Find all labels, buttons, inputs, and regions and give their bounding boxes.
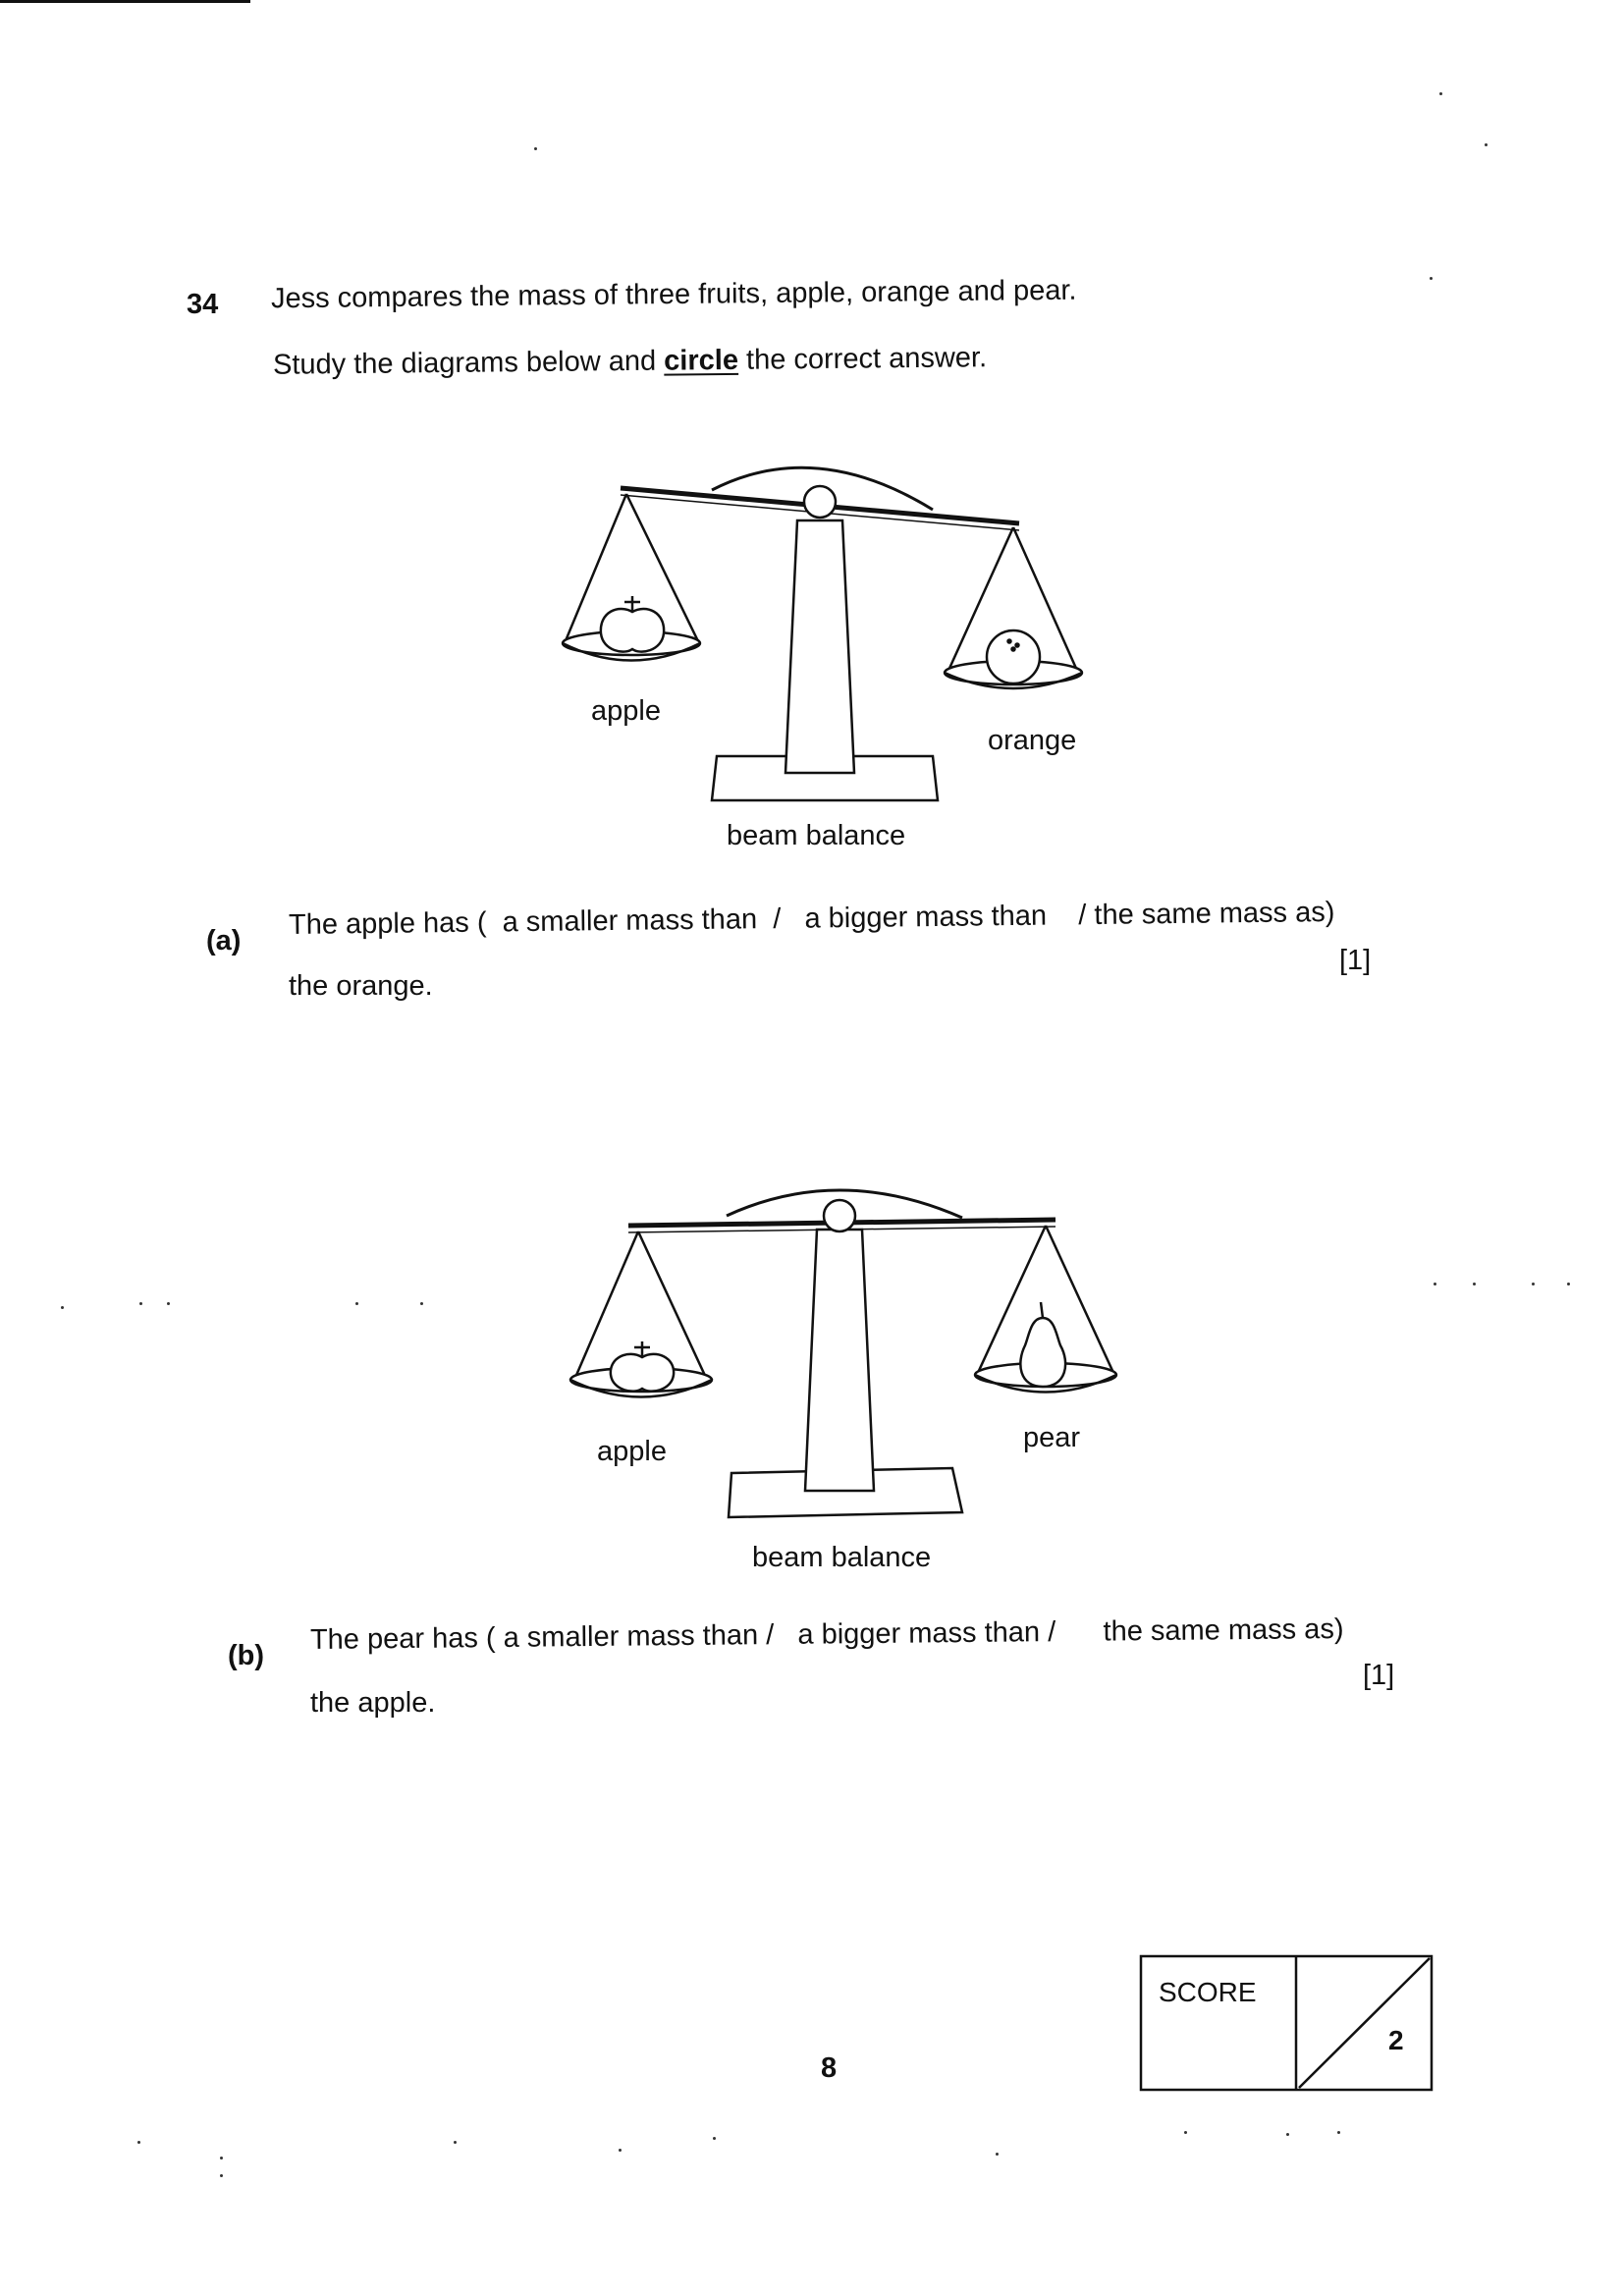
scan-speck (1286, 2133, 1289, 2136)
apple-fruit (601, 609, 664, 652)
apple-fruit (611, 1354, 674, 1392)
scan-speck (713, 2137, 716, 2140)
top-rule (0, 0, 250, 3)
part-a-marks: [1] (1339, 945, 1372, 976)
part-b-tail: the apple. (310, 1687, 436, 1719)
scan-speck (61, 1306, 64, 1309)
diagram1-right-label: orange (988, 725, 1077, 756)
scan-speck (139, 1302, 142, 1305)
scan-speck (1184, 2131, 1187, 2134)
part-a-lead: The apple has ( (288, 906, 487, 941)
diagram2-caption: beam balance (752, 1542, 932, 1573)
instruction-before: Study the diagrams below and (272, 345, 657, 381)
beam-balance-diagram-2 (569, 1169, 1119, 1542)
part-a-tail: the orange. (289, 970, 433, 1002)
part-a-label: (a) (206, 925, 242, 957)
orange-fruit (987, 630, 1040, 683)
question-intro: Jess compares the mass of three fruits, apple, orange and pear. (270, 274, 1077, 315)
scan-speck (1473, 1283, 1476, 1285)
scan-speck (1532, 1283, 1535, 1285)
part-b-statement (310, 1613, 1344, 1657)
score-total: 2 (1388, 2025, 1404, 2055)
scan-speck (355, 1302, 358, 1305)
balance-pivot (804, 486, 836, 518)
scan-speck (1434, 1283, 1436, 1285)
score-box (1139, 1954, 1434, 2092)
instruction-after: the correct answer. (745, 342, 988, 376)
part-b-option-smaller: a smaller mass than (503, 1619, 759, 1654)
diagram1-left-label: apple (591, 695, 661, 727)
scan-speck (534, 147, 537, 150)
scan-speck (220, 2157, 223, 2159)
scan-speck (220, 2174, 223, 2177)
beam-balance-diagram-1 (550, 447, 1100, 820)
part-b-lead: The pear has ( (309, 1622, 496, 1656)
balance-post (805, 1230, 874, 1491)
score-label: SCORE (1159, 1977, 1257, 2007)
balance-post (785, 520, 854, 773)
part-b-separator-1: / (766, 1619, 775, 1652)
scan-speck (1337, 2131, 1340, 2134)
balance-pivot (824, 1200, 855, 1231)
part-b-separator-2: / (1047, 1616, 1056, 1649)
part-a-separator-1: / (773, 902, 782, 935)
instruction-emphasis: circle (664, 344, 739, 377)
diagram2-left-label: apple (597, 1436, 667, 1467)
part-b-option-bigger: a bigger mass than (797, 1616, 1041, 1651)
scan-speck (1439, 92, 1442, 95)
scan-speck (137, 2141, 140, 2144)
part-b-label: (b) (228, 1640, 265, 1671)
scan-speck (1567, 1283, 1570, 1285)
part-b-option-same: the same mass as) (1103, 1613, 1344, 1648)
scan-speck (420, 1302, 423, 1305)
question-number: 34 (187, 289, 219, 320)
scan-speck (996, 2153, 999, 2156)
question-instruction (273, 342, 987, 382)
part-a-option-same: the same mass as) (1094, 896, 1335, 931)
scan-speck (167, 1302, 170, 1305)
page-number: 8 (821, 2052, 838, 2084)
scan-speck (454, 2141, 457, 2144)
pear-fruit (1020, 1318, 1065, 1387)
part-a-option-smaller: a smaller mass than (502, 903, 758, 939)
part-a-option-bigger: a bigger mass than (804, 900, 1048, 935)
part-b-marks: [1] (1363, 1660, 1395, 1691)
part-a-statement (289, 897, 1335, 942)
scan-speck (1430, 277, 1433, 280)
scan-speck (1485, 143, 1488, 146)
scan-speck (619, 2149, 622, 2152)
part-a-separator-2: / (1078, 900, 1087, 932)
diagram2-right-label: pear (1023, 1422, 1081, 1453)
diagram1-caption: beam balance (727, 820, 906, 851)
